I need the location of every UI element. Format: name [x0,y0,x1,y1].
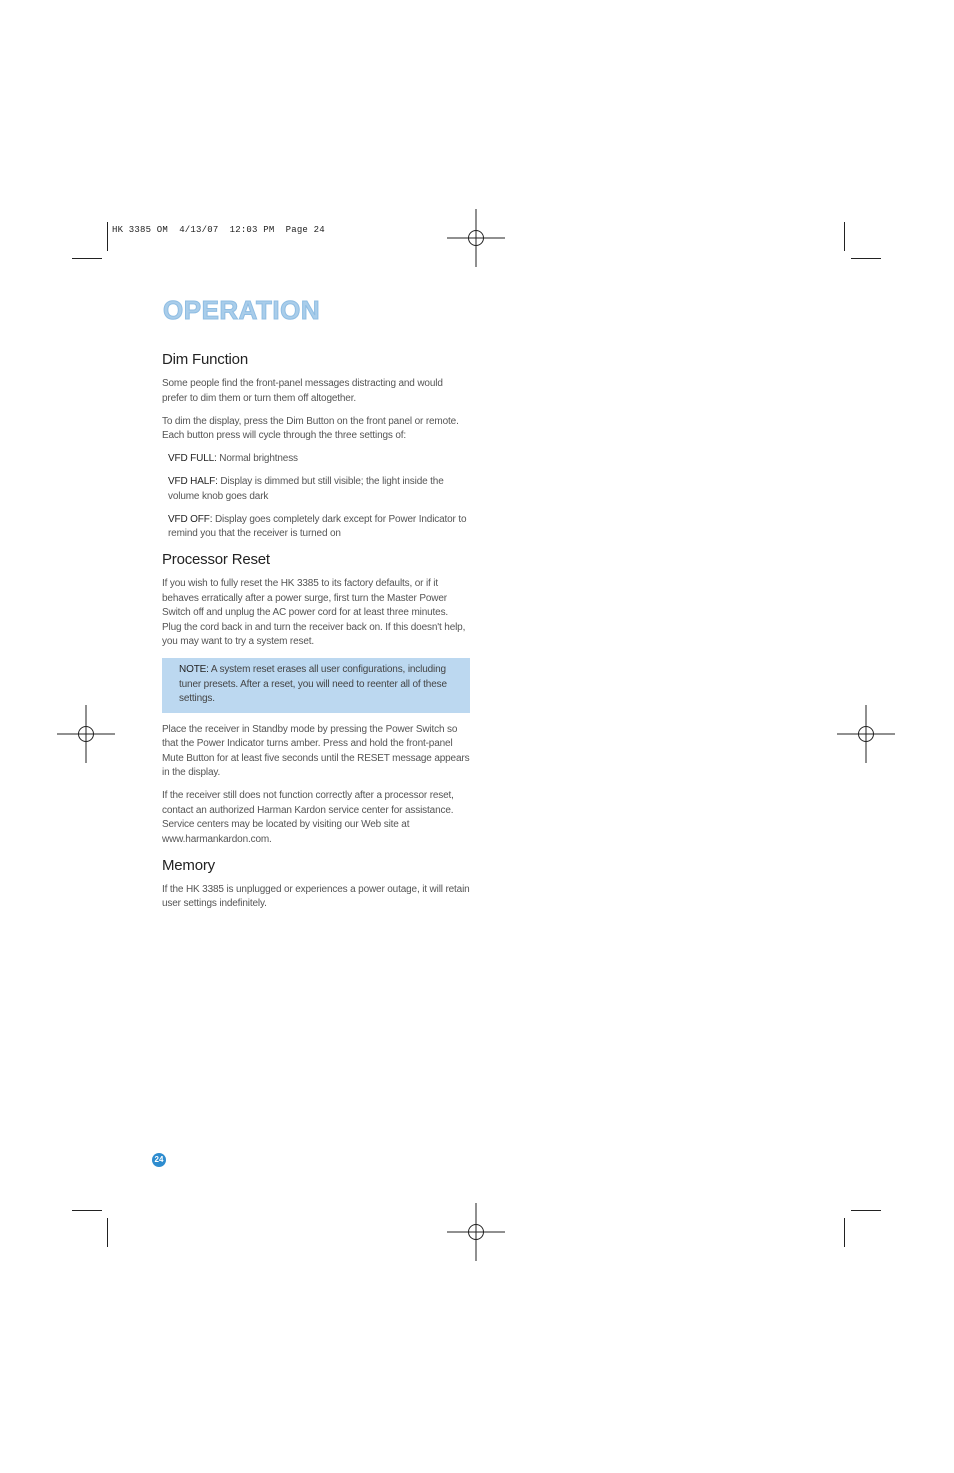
vfd-half-label: VFD HALF: [168,476,218,487]
vfd-half-item [168,475,470,504]
crop-mark-tr-v [844,222,845,251]
vfd-half-text: Display is dimmed but still visible; the light inside the volume knob goes dark [168,476,444,502]
registration-mark-top-icon [447,209,505,267]
memory-section [162,856,470,912]
crop-mark-br-h [851,1210,881,1211]
crop-mark-tl-h [72,258,102,259]
crop-mark-bl-h [72,1210,102,1211]
memory-heading: Memory [162,856,215,874]
reset-paragraph-2: Place the receiver in Standby mode by pressing the Power Switch so that the Power Indicator turns amber. Press and hold the front-panel Mute Button for at least five seconds until the RESET message appears in the display. [162,723,470,778]
vfd-full-text: Normal brightness [216,453,298,464]
note-text [179,663,462,707]
vfd-off-text: Display goes completely dark except for Power Indicator to remind you that the receiver is turned on [168,513,467,539]
page-number-badge: 24 [152,1153,166,1167]
vfd-off-label: VFD OFF: [168,513,213,525]
crop-mark-bl-v [107,1218,108,1247]
dim-paragraph-1: Some people find the front-panel messages distracting and would prefer to dim them or turn them off altogether. [162,378,443,404]
crop-mark-tr-h [851,258,881,259]
registration-mark-right-icon [837,705,895,763]
dim-function-heading: Dim Function [162,351,248,368]
crop-mark-br-v [844,1218,845,1247]
registration-mark-bottom-icon [447,1203,505,1261]
vfd-full-item [168,452,470,467]
dim-paragraph-2: To dim the display, press the Dim Button on the front panel or remote. Each button press will cycle through the three settings of: [162,415,459,441]
crop-mark-tl-v [107,222,108,251]
note-box [162,658,470,713]
page-title: OPERATION [163,295,321,325]
processor-reset-section [162,550,470,847]
reset-paragraph-3: If the receiver still does not function correctly after a processor reset, contact an authorized Harman Kardon service center for assistance. Service centers may be located by visiting our Web site at www.harmankardon.com. [162,790,454,845]
memory-paragraph-1: If the HK 3385 is unplugged or experiences a power outage, it will retain user settings indefinitely. [162,883,470,909]
vfd-full-label: VFD FULL: [168,453,217,464]
processor-reset-heading: Processor Reset [162,551,270,568]
vfd-off-item [168,513,470,542]
reset-paragraph-1: If you wish to fully reset the HK 3385 to its factory defaults, or if it behaves erratically after a power surge, first turn the Master Power Switch off and unplug the AC power cord for at least three minutes. Plug the cord back in and turn the receiver back on. If this doesn't help, you may want to try a system reset. [162,578,466,647]
registration-mark-left-icon [57,705,115,763]
print-slug: HK 3385 OM 4/13/07 12:03 PM Page 24 [112,225,325,235]
content-column [162,350,470,920]
note-label: NOTE: [179,664,209,675]
dim-function-section [162,350,470,542]
note-body: A system reset erases all user configurations, including tuner presets. After a reset, you will need to reenter all of these settings. [179,664,447,704]
